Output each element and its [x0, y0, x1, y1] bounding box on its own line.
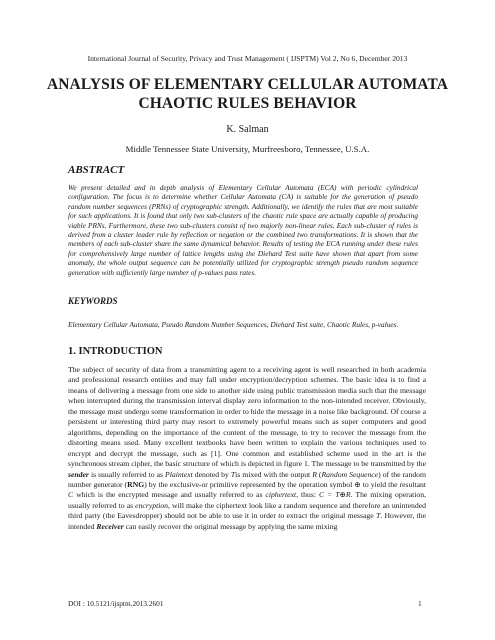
- intro-text-13: can easily recover the original message by applying the same mixing: [123, 521, 338, 531]
- intro-term-sender: sender: [68, 469, 89, 479]
- keywords-text: Elementary Cellular Automata, Pseudo Random Number Sequences, Diehard Test suite, Chaotic Rules, p-values.: [68, 320, 399, 329]
- footer-doi: DOI : 10.5121/ijsptm.2013.2601: [68, 599, 164, 608]
- intro-term-encryption: encryption: [135, 500, 169, 510]
- intro-symbol-c: C: [68, 490, 74, 500]
- intro-text-3: denoted by: [192, 469, 231, 479]
- intro-text-6: ) of the random number generator (: [68, 469, 426, 489]
- intro-text-10: . The mixing operation, usually referred to as: [68, 490, 426, 510]
- intro-term-receiver: Receiver: [96, 521, 124, 531]
- abstract-heading: ABSTRACT: [68, 164, 125, 176]
- intro-text-1: The subject of security of data from a transmitting agent to a receiving agent is well researched in both academia and professional research entities and may fall under encryption/decryption schemes. The basic idea is to find a means of delivering a message from one side to another side using public transmission media such that the message when interrupted during the transmission interval display zero information to the non-intended receiver. Obviously, the message must undergo some transformation in order to hide the message in a noise like background. Of course a persistent or interesting third party may resort to extremely powerful means such as super computers and good algorithms, depending on the importance of the content of the message, to try to recover the message from the distorting means used. Many excellent textbooks have been written to explain the various techniques used to encrypt and decrypt the message, such as [1]. One common and established scheme used in the art is the synchronous stream cipher, the basic structure of which is depicted in figure 1. The message to be transmitted by the: [68, 365, 426, 469]
- intro-symbol-t: T: [230, 469, 236, 479]
- intro-text-12: . However, the intended: [68, 511, 426, 531]
- abstract-text: We present detailed and in depth analysis of Elementary Cellular Automata (ECA) with periodic cylindrical configuration. The focus is to determine whether Cellular Automata (CA) is suitable for the generation of pseudo random number sequences (PRNs) of cryptographic strength. Additionally, we identify the rules that are most suitable for such applications. It is found that only two sub-clusters of the chaotic rule space are actually capable of producing viable PRNs. Furthermore, these two sub-clusters consist of two majorly non-linear rules. Each sub-cluster of rules is derived from a cluster leader rule by reflection or negation or the combined two transformations. It is shown that the members of each sub-cluster share the same dynamical behavior. Results of testing the ECA running under these rules for comprehensively large number of lattice lengths using the Diehard Test suite have shown that apart from some anomaly, the whole output sequence can be potentially utilized for cryptographic strength pseudo random sequence generation with sufficiently large number of p-values pass rates.: [68, 183, 418, 277]
- keywords-heading: KEYWORDS: [68, 296, 118, 306]
- intro-term-plaintext: Plaintext: [165, 469, 193, 479]
- intro-term-random-sequence: Random Sequence: [321, 469, 379, 479]
- intro-term-rng: RNG: [127, 479, 145, 489]
- introduction-heading: 1. INTRODUCTION: [68, 346, 163, 357]
- intro-text-5: (: [316, 469, 322, 479]
- introduction-paragraph: [68, 365, 426, 532]
- intro-term-ciphertext: ciphertext: [265, 490, 297, 500]
- intro-text-7: ) by the exclusive-or primitive represented by the operation symbol ⊕ to yield the resultant: [144, 479, 426, 489]
- intro-text-11: , will make the ciphertext look like a random sequence and therefore an unintended third party (the Eavesdropper) should not be able to use it in order to extract the original message: [68, 500, 426, 521]
- intro-formula: C = T⊕R: [318, 490, 351, 500]
- intro-text-8: which is the encrypted message and usually referred to as: [73, 490, 266, 500]
- paper-title: ANALYSIS OF ELEMENTARY CELLULAR AUTOMATA CHAOTIC RULES BEHAVIOR: [46, 76, 449, 112]
- journal-header: International Journal of Security, Privacy and Trust Management ( IJSPTM) Vol 2, No 6, December 2013: [87, 54, 408, 63]
- page-number: 1: [418, 599, 422, 608]
- author-affiliation: Middle Tennessee State University, Murfreesboro, Tennessee, U.S.A.: [125, 144, 370, 154]
- intro-symbol-t-2: T: [375, 511, 381, 521]
- intro-text-4: is mixed with the output: [235, 469, 313, 479]
- intro-text-9: , thus:: [296, 490, 319, 500]
- intro-text-2: is usually referred to as: [88, 469, 166, 479]
- author-name: K. Salman: [226, 124, 269, 135]
- intro-symbol-r: R: [312, 469, 317, 479]
